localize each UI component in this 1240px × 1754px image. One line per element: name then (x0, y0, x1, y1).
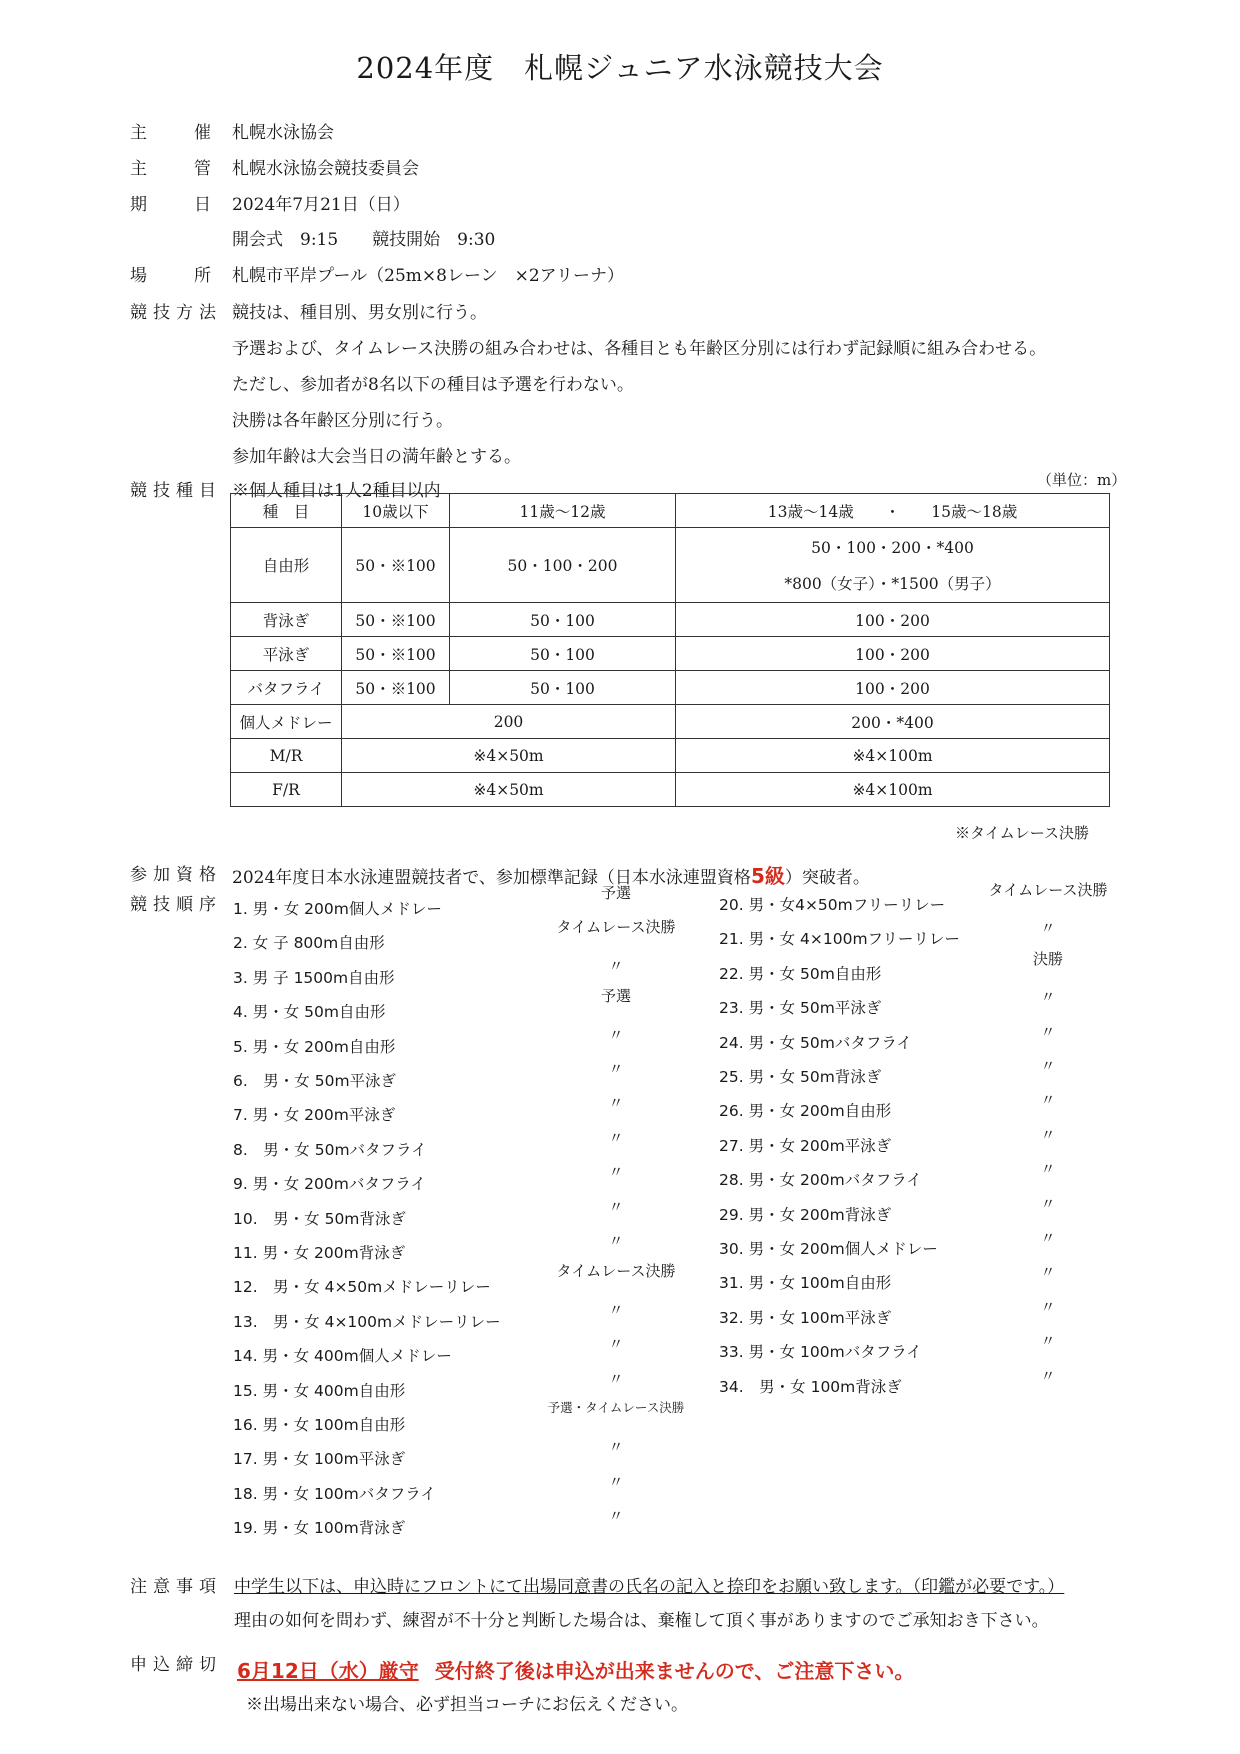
table-row (231, 637, 1110, 671)
order-label: 競技順序 (130, 895, 222, 915)
method-line-1: 競技は、種目別、男女別に行う。 (232, 303, 487, 323)
cell: 50・100 (450, 671, 676, 705)
order-event: 15. 男・女 400m自由形 (233, 1381, 406, 1400)
order-round-type: 予選 (600, 884, 631, 902)
order-event: 24. 男・女 50mバタフライ (719, 1033, 912, 1052)
table-row (231, 773, 1110, 807)
header-cell: 10歳以下 (342, 494, 450, 528)
qualification-text (232, 860, 870, 889)
cell-line: 50・100・200・*400 (811, 539, 974, 557)
order-round-type: 〃 (1040, 1057, 1056, 1075)
table-row (231, 705, 1110, 739)
order-event: 4. 男・女 50m自由形 (233, 1003, 386, 1022)
order-round-type: 〃 (608, 1472, 624, 1491)
order-round-type: 〃 (608, 1197, 624, 1216)
order-event: 20. 男・女4×50mフリーリレー (719, 896, 946, 914)
stroke-name: M/R (231, 739, 342, 773)
order-event: 7. 男・女 200m平泳ぎ (233, 1106, 396, 1125)
table-row (231, 528, 1110, 603)
cell: 200 (342, 705, 676, 739)
stroke-name: 背泳ぎ (231, 603, 342, 637)
timerace-note: ※タイムレース決勝 (955, 824, 1089, 842)
table-row (231, 739, 1110, 773)
method-line-3: ただし、参加者が8名以下の種目は予選を行わない。 (232, 375, 634, 395)
order-round-type: タイムレース決勝 (988, 881, 1108, 899)
notes-line-1: 中学生以下は、申込時にフロントにて出場同意書の氏名の記入と捺印をお願い致します。（印鑑が必要です。） (234, 1577, 1065, 1597)
order-round-type: 〃 (608, 956, 624, 975)
order-round-type: 〃 (1040, 1022, 1056, 1041)
method-label: 競技方法 (130, 303, 222, 323)
order-event: 29. 男・女 200m背泳ぎ (719, 1205, 892, 1224)
table-row (231, 671, 1110, 705)
notes-line-2: 理由の如何を問わず、練習が不十分と判断した場合は、棄権して頂く事がありますのでご承知おき下さい。 (234, 1611, 1049, 1631)
cell: 50・※100 (342, 528, 450, 603)
date-label: 期 日 (130, 195, 226, 215)
order-event: 8. 男・女 50mバタフライ (233, 1140, 427, 1159)
order-round-type: 〃 (1040, 1366, 1056, 1385)
order-round-type: 〃 (1040, 1297, 1056, 1316)
cell: 100・200 (676, 671, 1110, 705)
order-event: 18. 男・女 100mバタフライ (233, 1484, 436, 1503)
events-label: 競技種目 (130, 481, 222, 501)
order-round-type: 〃 (1040, 1194, 1056, 1213)
header-cell: 11歳〜12歳 (450, 494, 676, 528)
manager: 札幌水泳協会競技委員会 (232, 159, 419, 179)
order-round-type: 〃 (1040, 1125, 1056, 1144)
order-event: 1. 男・女 200m個人メドレー (233, 900, 442, 918)
cell: 50・100 (450, 603, 676, 637)
header-cell: 種 目 (231, 494, 342, 528)
order-round-type: 〃 (608, 1335, 624, 1354)
notes-label: 注意事項 (130, 1577, 222, 1597)
order-event: 14. 男・女 400m個人メドレー (233, 1347, 452, 1366)
deadline-sub: ※出場出来ない場合、必ず担当コーチにお伝えください。 (246, 1695, 688, 1715)
cell: 100・200 (676, 637, 1110, 671)
stroke-name: 平泳ぎ (231, 637, 342, 671)
order-round-type: 〃 (1040, 1091, 1056, 1110)
cell: 50・※100 (342, 603, 450, 637)
order-round-type: 〃 (608, 1300, 624, 1319)
order-event: 16. 男・女 100m自由形 (233, 1416, 406, 1434)
order-round-type: タイムレース決勝 (556, 1262, 676, 1281)
qualification-grade: 5級 (750, 864, 785, 888)
deadline-date: 6月12日（水）厳守 (237, 1659, 419, 1683)
events-note: ※個人種目は1人2種目以内 (232, 481, 441, 501)
order-event: 31. 男・女 100m自由形 (719, 1274, 892, 1293)
table-header-row (231, 494, 1110, 528)
order-event: 19. 男・女 100m背泳ぎ (233, 1519, 406, 1538)
order-event: 11. 男・女 200m背泳ぎ (233, 1244, 406, 1262)
cell: 50・100 (450, 637, 676, 671)
order-event: 2. 女 子 800m自由形 (233, 934, 385, 953)
cell-line: *800（女子）・*1500（男子） (784, 575, 1001, 593)
order-round-type: 予選 (600, 987, 631, 1006)
deadline-label: 申込締切 (130, 1655, 222, 1675)
order-round-type: 〃 (608, 1128, 624, 1147)
stroke-name: 個人メドレー (231, 705, 342, 739)
stroke-name: バタフライ (231, 671, 342, 705)
order-round-type: 〃 (1040, 1263, 1056, 1282)
cell: ※4×100m (676, 739, 1110, 773)
order-round-type: 〃 (608, 1507, 624, 1526)
order-round-type: 〃 (608, 1232, 624, 1250)
method-line-2: 予選および、タイムレース決勝の組み合わせは、各種目とも年齢区分別には行わず記録順に組み合わせる。 (232, 339, 1047, 359)
order-event: 3. 男 子 1500m自由形 (233, 968, 395, 987)
cell: 200・*400 (676, 705, 1110, 739)
organizer-label: 主 催 (130, 123, 226, 143)
order-round-type: 〃 (608, 1094, 624, 1113)
order-round-type: タイムレース決勝 (556, 918, 676, 937)
order-event: 13. 男・女 4×100mメドレーリレー (233, 1312, 501, 1331)
order-round-type: 〃 (1040, 988, 1056, 1007)
method-line-4: 決勝は各年齢区分別に行う。 (232, 411, 453, 431)
cell: 50・※100 (342, 671, 450, 705)
order-event: 34. 男・女 100m背泳ぎ (719, 1377, 902, 1396)
order-event: 27. 男・女 200m平泳ぎ (719, 1136, 892, 1155)
stroke-name: 自由形 (231, 528, 342, 603)
order-event: 30. 男・女 200m個人メドレー (719, 1240, 938, 1258)
manager-label: 主 管 (130, 159, 226, 179)
order-round-type: 〃 (608, 1025, 624, 1044)
order-round-type: 〃 (1040, 1229, 1056, 1247)
table-row (231, 603, 1110, 637)
event-date: 2024年7月21日（日） (232, 195, 410, 215)
order-round-type: 〃 (1040, 1160, 1056, 1179)
order-event: 9. 男・女 200mバタフライ (233, 1175, 426, 1194)
cell: 50・100・200 (450, 528, 676, 603)
order-event: 28. 男・女 200mバタフライ (719, 1171, 922, 1190)
page-title: 2024年度 札幌ジュニア水泳競技大会 (356, 51, 884, 85)
cell: 100・200 (676, 603, 1110, 637)
method-line-5: 参加年齢は大会当日の満年齢とする。 (232, 447, 521, 467)
header-cell: 13歳〜14歳 ・ 15歳〜18歳 (676, 494, 1110, 528)
deadline-text (237, 1655, 914, 1684)
unit-label: （単位：m） (1037, 471, 1127, 489)
cell (676, 528, 1110, 603)
order-round-type: 〃 (608, 1369, 624, 1388)
order-event: 12. 男・女 4×50mメドレーリレー (233, 1278, 491, 1297)
order-round-type: 〃 (1040, 1332, 1056, 1351)
order-event: 6. 男・女 50m平泳ぎ (233, 1072, 397, 1090)
stroke-name: F/R (231, 773, 342, 807)
order-event: 25. 男・女 50m背泳ぎ (719, 1068, 882, 1086)
deadline-message: 受付終了後は申込が出来ませんので、ご注意下さい。 (434, 1659, 915, 1683)
cell: ※4×50m (342, 773, 676, 807)
qualification-post: ）突破者。 (784, 868, 870, 888)
order-round-type: 〃 (1040, 919, 1056, 938)
cell: 50・※100 (342, 637, 450, 671)
order-round-type: 〃 (608, 1060, 624, 1078)
cell: ※4×50m (342, 739, 676, 773)
order-event: 33. 男・女 100mバタフライ (719, 1343, 922, 1362)
order-event: 5. 男・女 200m自由形 (233, 1037, 396, 1056)
events-table (230, 493, 1110, 807)
order-event: 21. 男・女 4×100mフリーリレー (719, 930, 960, 949)
venue-label: 場 所 (130, 266, 226, 286)
order-event: 32. 男・女 100m平泳ぎ (719, 1308, 892, 1327)
order-round-type: 〃 (608, 1438, 624, 1457)
order-event: 17. 男・女 100m平泳ぎ (233, 1450, 406, 1469)
order-round-type: 決勝 (1032, 949, 1063, 968)
order-round-type: 予選・タイムレース決勝 (547, 1400, 685, 1415)
order-event: 22. 男・女 50m自由形 (719, 964, 882, 983)
cell: ※4×100m (676, 773, 1110, 807)
order-round-type: 〃 (608, 1163, 624, 1182)
event-time: 開会式 9:15 競技開始 9:30 (232, 230, 496, 250)
venue: 札幌市平岸プール（25m×8レーン ×2アリーナ） (232, 266, 625, 286)
qualification-pre: 2024年度日本水泳連盟競技者で、参加標準記録（日本水泳連盟資格 (232, 868, 751, 888)
order-event: 23. 男・女 50m平泳ぎ (719, 999, 882, 1018)
organizer: 札幌水泳協会 (232, 123, 334, 143)
qualification-label: 参加資格 (130, 865, 222, 885)
order-event: 10. 男・女 50m背泳ぎ (233, 1209, 406, 1228)
order-event: 26. 男・女 200m自由形 (719, 1102, 892, 1121)
